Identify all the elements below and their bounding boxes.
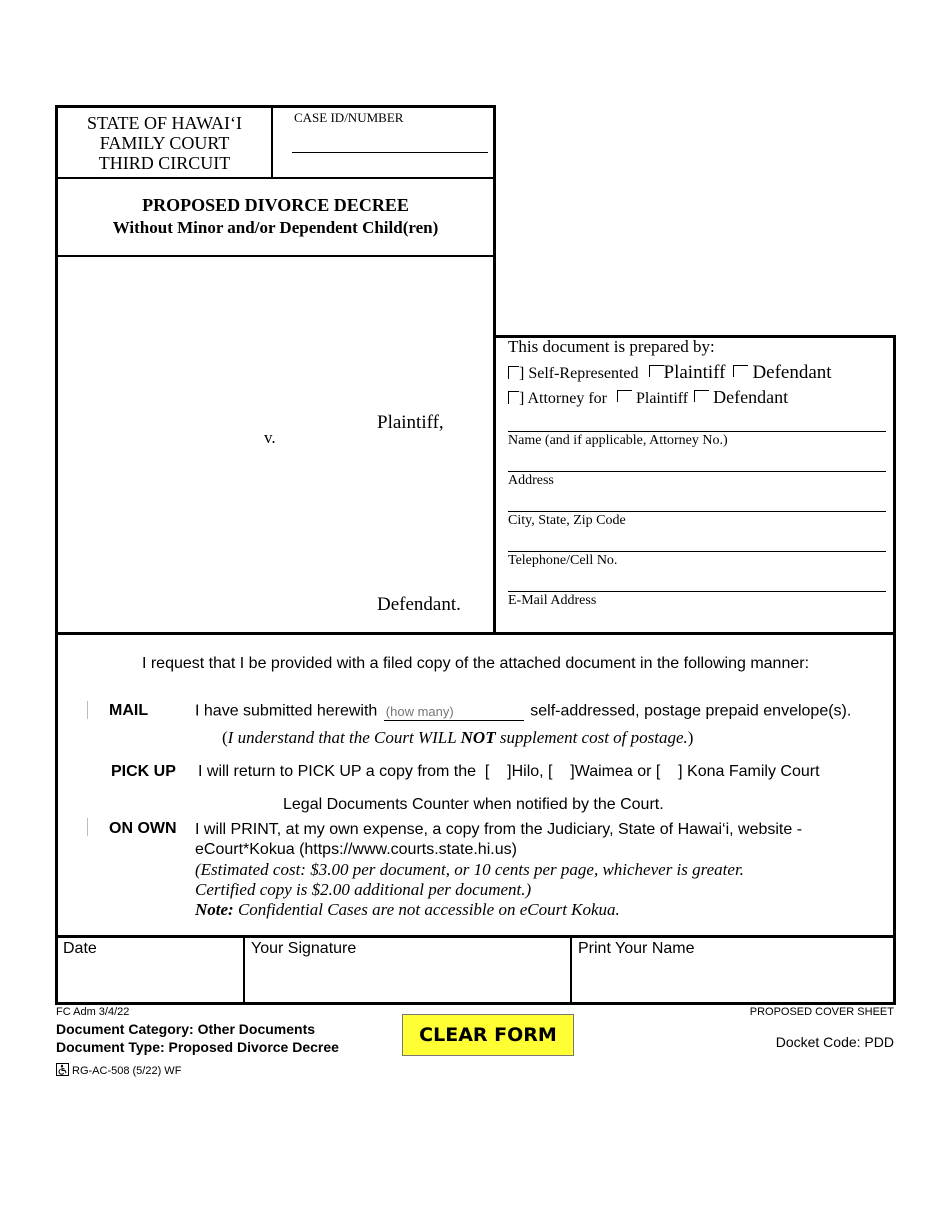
- mail-text-before: I have submitted herewith: [195, 702, 378, 720]
- preparer-name-input[interactable]: [508, 413, 886, 432]
- preparer-phone-input[interactable]: [508, 533, 886, 552]
- note-label: Note:: [195, 900, 234, 919]
- rg-code: RG-AC-508 (5/22) WF: [72, 1065, 182, 1077]
- on-own-cost-line1: (Estimated cost: $3.00 per document, or 10 cents per page, whichever is greater.: [195, 860, 744, 879]
- attorney-for-label: ] Attorney for: [519, 390, 607, 407]
- court-name: [58, 113, 271, 173]
- preparer-email-label: E-Mail Address: [508, 593, 597, 608]
- postage-close-paren: ): [687, 728, 694, 747]
- pickup-text-main: I will return to PICK UP a copy from the: [198, 763, 477, 780]
- on-own-cost-line2: Certified copy is $2.00 additional per document.): [195, 880, 532, 899]
- attorney-defendant-label: Defendant: [713, 387, 789, 407]
- postage-open-paren: (: [222, 728, 228, 747]
- court-division: FAMILY COURT: [99, 133, 230, 153]
- preparer-address-input[interactable]: [508, 453, 886, 472]
- on-own-line1: I will PRINT, at my own expense, a copy from the Judiciary, State of Hawai‘i, website -: [195, 821, 803, 838]
- rg-code-row: [56, 1063, 181, 1077]
- self-defendant-checkbox[interactable]: [733, 365, 748, 377]
- on-own-line2: eCourt*Kokua (https://www.courts.state.hi.us): [195, 841, 517, 858]
- preparer-name-label: Name (and if applicable, Attorney No.): [508, 433, 728, 448]
- on-own-cost: [195, 860, 744, 920]
- self-plaintiff-checkbox[interactable]: [649, 365, 664, 377]
- print-name-input[interactable]: [578, 966, 886, 994]
- postage-note: [222, 728, 693, 748]
- print-name-label: Print Your Name: [578, 940, 695, 957]
- attorney-checkbox[interactable]: [508, 391, 519, 404]
- document-type: Document Type: Proposed Divorce Decree: [56, 1039, 339, 1055]
- defendant-label: Defendant.: [377, 594, 461, 615]
- self-plaintiff-label: Plaintiff: [663, 362, 726, 383]
- envelope-count-input[interactable]: [384, 702, 524, 721]
- signature-label: Your Signature: [251, 940, 357, 957]
- postage-text-a: I understand that the Court WILL: [227, 728, 461, 747]
- defendant-name-input[interactable]: [70, 560, 360, 580]
- date-label: Date: [63, 940, 97, 957]
- preparer-city-label: City, State, Zip Code: [508, 513, 626, 528]
- cover-sheet-label: PROPOSED COVER SHEET: [749, 1006, 894, 1018]
- request-intro: I request that I be provided with a filed copy of the attached document in the following manner:: [141, 655, 810, 672]
- attorney-row: [508, 387, 788, 408]
- mail-text-after: self-addressed, postage prepaid envelope(s).: [530, 702, 852, 720]
- postage-not: NOT: [460, 728, 496, 747]
- case-id-label: CASE ID/NUMBER: [294, 110, 404, 125]
- attorney-defendant-checkbox[interactable]: [694, 390, 709, 402]
- preparer-heading: This document is prepared by:: [508, 337, 715, 356]
- document-subtitle: Without Minor and/or Dependent Child(ren): [112, 218, 439, 237]
- accessibility-icon: [56, 1063, 69, 1076]
- self-represented-label: ] Self-Represented: [519, 365, 639, 382]
- preparer-phone-label: Telephone/Cell No.: [508, 553, 618, 568]
- document-title: PROPOSED DIVORCE DECREE: [142, 195, 409, 215]
- mail-row: [195, 702, 851, 721]
- preparer-address-label: Address: [508, 473, 554, 488]
- document-category: Document Category: Other Documents: [56, 1021, 316, 1037]
- note-text: Confidential Cases are not accessible on eCourt Kokua.: [233, 900, 620, 919]
- date-input[interactable]: [63, 966, 233, 994]
- document-classification: [56, 1020, 339, 1056]
- attorney-plaintiff-label: Plaintiff: [635, 390, 689, 407]
- court-circuit: THIRD CIRCUIT: [98, 153, 231, 173]
- case-id-input[interactable]: [292, 134, 488, 153]
- clear-form-button[interactable]: CLEAR FORM: [402, 1014, 574, 1056]
- preparer-email-input[interactable]: [508, 573, 886, 592]
- court-state: STATE OF HAWAI‘I: [86, 113, 243, 133]
- mail-checkbox[interactable]: [87, 701, 88, 719]
- mail-label: MAIL: [109, 702, 149, 719]
- on-own-label: ON OWN: [109, 820, 177, 837]
- document-title-block: [58, 194, 493, 240]
- docket-code: Docket Code: PDD: [775, 1034, 894, 1050]
- self-represented-row: [508, 362, 832, 384]
- self-represented-checkbox[interactable]: [508, 366, 519, 379]
- signature-input[interactable]: [251, 966, 563, 994]
- preparer-city-input[interactable]: [508, 493, 886, 512]
- postage-text-b: supplement cost of postage.: [495, 728, 688, 747]
- form-id: FC Adm 3/4/22: [56, 1006, 130, 1018]
- pickup-label: PICK UP: [111, 763, 176, 780]
- pickup-locations[interactable]: [ ]Hilo, [ ]Waimea or [ ] Kona Family Court: [484, 763, 820, 780]
- pickup-line2: Legal Documents Counter when notified by the Court.: [283, 796, 664, 813]
- self-defendant-label: Defendant: [752, 362, 832, 383]
- attorney-plaintiff-checkbox[interactable]: [617, 390, 632, 402]
- pickup-text: [198, 763, 820, 781]
- plaintiff-name-input[interactable]: [70, 380, 360, 400]
- plaintiff-label: Plaintiff,: [377, 412, 444, 433]
- versus-label: v.: [264, 428, 276, 447]
- on-own-text: [195, 820, 802, 860]
- on-own-checkbox[interactable]: [87, 818, 88, 836]
